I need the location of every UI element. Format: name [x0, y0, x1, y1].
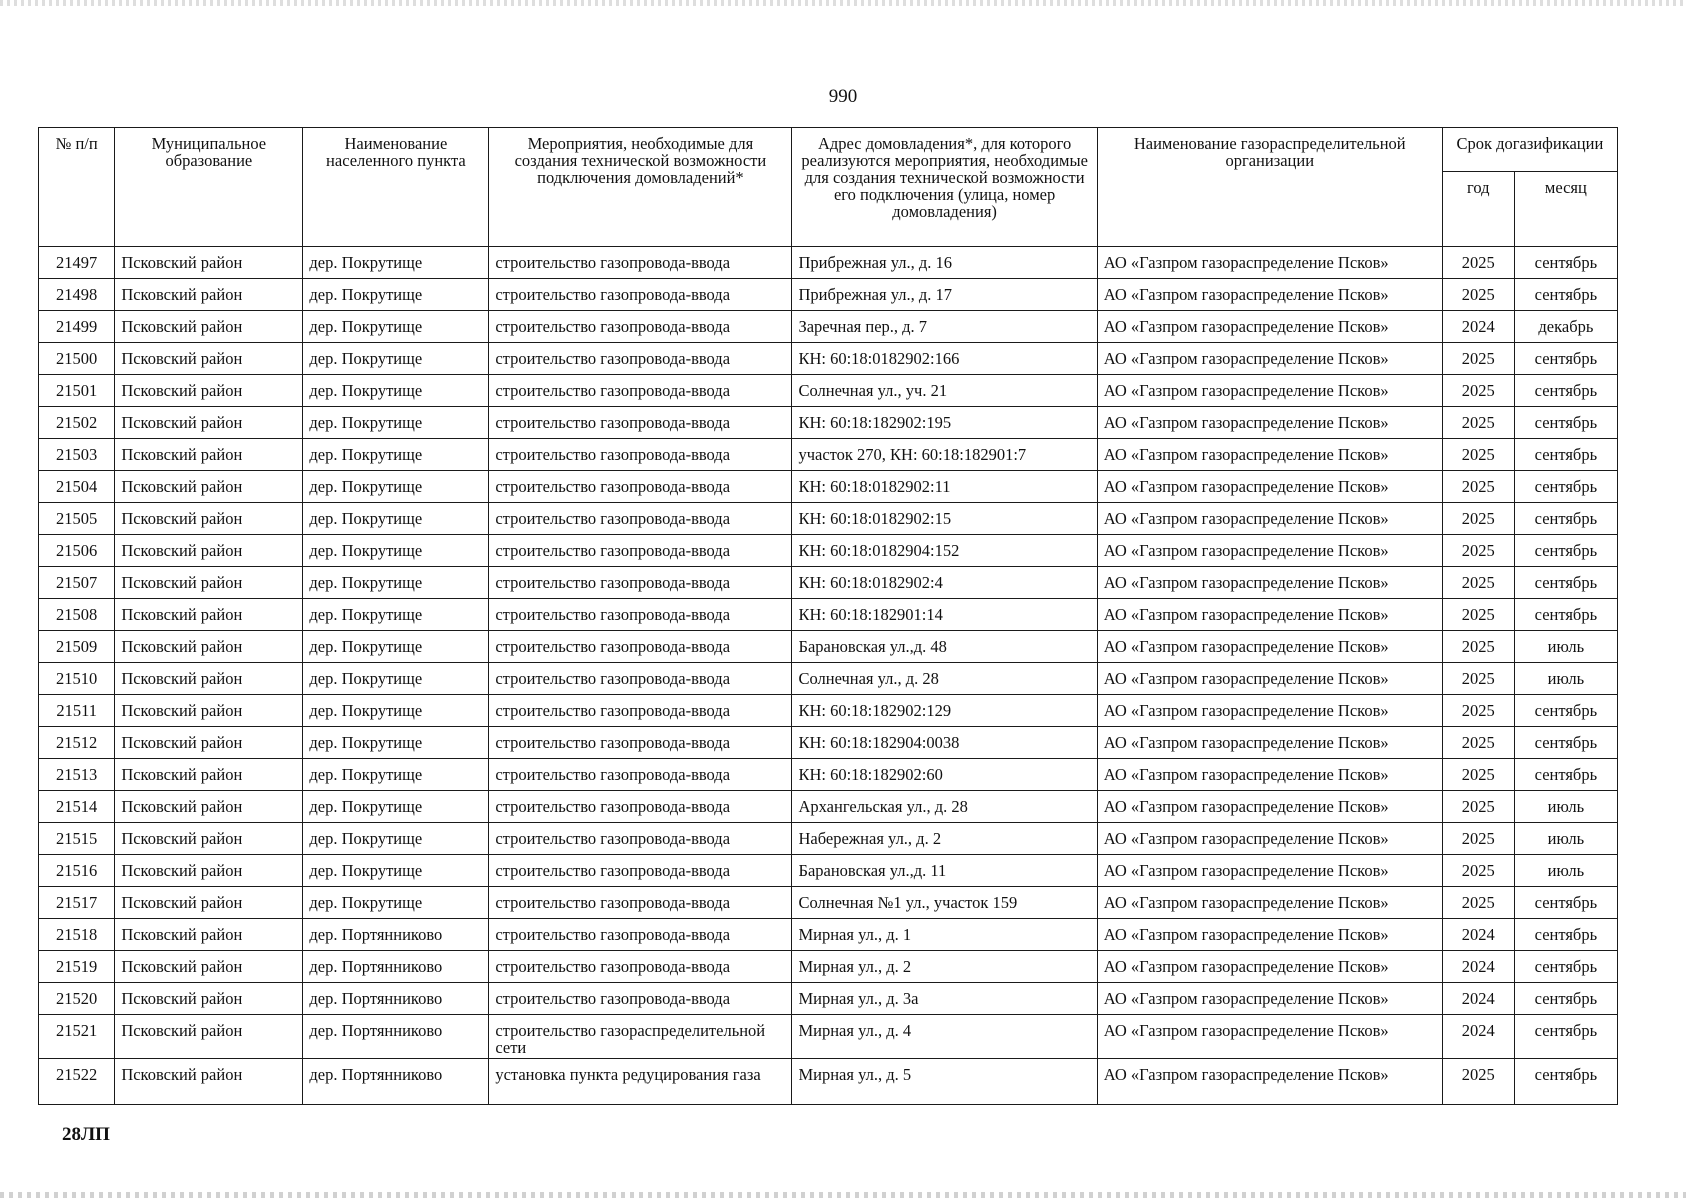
- cell-address: Прибрежная ул., д. 16: [792, 247, 1097, 279]
- cell-organization: АО «Газпром газораспределение Псков»: [1097, 279, 1442, 311]
- cell-address: КН: 60:18:182902:129: [792, 695, 1097, 727]
- cell-month: июль: [1514, 823, 1617, 855]
- cell-measure: строительство газопровода-ввода: [489, 791, 792, 823]
- table-row: [39, 343, 1618, 375]
- cell-settlement: дер. Покрутище: [303, 471, 489, 503]
- cell-month: сентябрь: [1514, 535, 1617, 567]
- cell-year: 2025: [1442, 407, 1514, 439]
- cell-year: 2024: [1442, 1015, 1514, 1059]
- cell-organization: АО «Газпром газораспределение Псков»: [1097, 663, 1442, 695]
- cell-address: Набережная ул., д. 2: [792, 823, 1097, 855]
- cell-municipality: Псковский район: [115, 439, 303, 471]
- table-row: [39, 567, 1618, 599]
- cell-month: сентябрь: [1514, 695, 1617, 727]
- cell-organization: АО «Газпром газораспределение Псков»: [1097, 759, 1442, 791]
- header-measures: Мероприятия, необходимые для создания технической возможности подключения домовладений*: [489, 128, 792, 247]
- cell-num: 21515: [39, 823, 115, 855]
- cell-organization: АО «Газпром газораспределение Псков»: [1097, 727, 1442, 759]
- cell-municipality: Псковский район: [115, 695, 303, 727]
- cell-num: 21510: [39, 663, 115, 695]
- cell-num: 21500: [39, 343, 115, 375]
- cell-organization: АО «Газпром газораспределение Псков»: [1097, 599, 1442, 631]
- cell-measure: строительство газопровода-ввода: [489, 343, 792, 375]
- cell-num: 21506: [39, 535, 115, 567]
- cell-settlement: дер. Покрутище: [303, 247, 489, 279]
- cell-measure: строительство газопровода-ввода: [489, 951, 792, 983]
- cell-municipality: Псковский район: [115, 471, 303, 503]
- cell-organization: АО «Газпром газораспределение Псков»: [1097, 311, 1442, 343]
- cell-settlement: дер. Покрутище: [303, 343, 489, 375]
- cell-settlement: дер. Покрутище: [303, 599, 489, 631]
- table-row: [39, 919, 1618, 951]
- cell-organization: АО «Газпром газораспределение Псков»: [1097, 439, 1442, 471]
- cell-settlement: дер. Покрутище: [303, 855, 489, 887]
- cell-measure: строительство газораспределительной сети: [489, 1015, 792, 1059]
- cell-measure: строительство газопровода-ввода: [489, 663, 792, 695]
- cell-measure: строительство газопровода-ввода: [489, 535, 792, 567]
- cell-organization: АО «Газпром газораспределение Псков»: [1097, 407, 1442, 439]
- cell-organization: АО «Газпром газораспределение Псков»: [1097, 375, 1442, 407]
- cell-settlement: дер. Покрутище: [303, 535, 489, 567]
- table-row: [39, 311, 1618, 343]
- cell-measure: строительство газопровода-ввода: [489, 631, 792, 663]
- cell-address: Прибрежная ул., д. 17: [792, 279, 1097, 311]
- table-body: [39, 247, 1618, 1105]
- cell-settlement: дер. Портянниково: [303, 1059, 489, 1105]
- cell-municipality: Псковский район: [115, 983, 303, 1015]
- table-row: [39, 823, 1618, 855]
- scan-edge-bottom: [0, 1192, 1686, 1198]
- cell-measure: строительство газопровода-ввода: [489, 247, 792, 279]
- cell-year: 2025: [1442, 535, 1514, 567]
- cell-month: сентябрь: [1514, 407, 1617, 439]
- cell-settlement: дер. Покрутище: [303, 727, 489, 759]
- cell-month: июль: [1514, 791, 1617, 823]
- cell-settlement: дер. Портянниково: [303, 1015, 489, 1059]
- cell-measure: строительство газопровода-ввода: [489, 503, 792, 535]
- footer-code: 28ЛП: [62, 1124, 110, 1145]
- table-row: [39, 439, 1618, 471]
- cell-organization: АО «Газпром газораспределение Псков»: [1097, 919, 1442, 951]
- cell-year: 2025: [1442, 343, 1514, 375]
- cell-year: 2025: [1442, 1059, 1514, 1105]
- cell-month: июль: [1514, 855, 1617, 887]
- cell-address: Солнечная ул., д. 28: [792, 663, 1097, 695]
- cell-num: 21505: [39, 503, 115, 535]
- cell-month: сентябрь: [1514, 471, 1617, 503]
- cell-month: сентябрь: [1514, 439, 1617, 471]
- cell-num: 21512: [39, 727, 115, 759]
- cell-year: 2025: [1442, 471, 1514, 503]
- cell-municipality: Псковский район: [115, 599, 303, 631]
- cell-municipality: Псковский район: [115, 311, 303, 343]
- cell-municipality: Псковский район: [115, 1059, 303, 1105]
- cell-organization: АО «Газпром газораспределение Псков»: [1097, 951, 1442, 983]
- cell-address: Архангельская ул., д. 28: [792, 791, 1097, 823]
- cell-organization: АО «Газпром газораспределение Псков»: [1097, 695, 1442, 727]
- cell-num: 21519: [39, 951, 115, 983]
- cell-municipality: Псковский район: [115, 343, 303, 375]
- header-organization: Наименование газораспределительной организации: [1097, 128, 1442, 247]
- table-row: [39, 247, 1618, 279]
- cell-measure: строительство газопровода-ввода: [489, 855, 792, 887]
- cell-num: 21511: [39, 695, 115, 727]
- cell-address: КН: 60:18:182902:60: [792, 759, 1097, 791]
- cell-address: Барановская ул.,д. 48: [792, 631, 1097, 663]
- cell-municipality: Псковский район: [115, 663, 303, 695]
- page-number: 990: [828, 86, 858, 107]
- cell-address: Мирная ул., д. 3а: [792, 983, 1097, 1015]
- cell-municipality: Псковский район: [115, 727, 303, 759]
- cell-num: 21501: [39, 375, 115, 407]
- cell-settlement: дер. Покрутище: [303, 759, 489, 791]
- cell-municipality: Псковский район: [115, 279, 303, 311]
- cell-settlement: дер. Покрутище: [303, 663, 489, 695]
- header-num: № п/п: [39, 128, 115, 247]
- cell-organization: АО «Газпром газораспределение Псков»: [1097, 343, 1442, 375]
- cell-municipality: Псковский район: [115, 375, 303, 407]
- cell-municipality: Псковский район: [115, 759, 303, 791]
- cell-address: КН: 60:18:0182904:152: [792, 535, 1097, 567]
- cell-address: КН: 60:18:182904:0038: [792, 727, 1097, 759]
- cell-year: 2025: [1442, 759, 1514, 791]
- cell-address: Мирная ул., д. 1: [792, 919, 1097, 951]
- cell-month: сентябрь: [1514, 503, 1617, 535]
- cell-measure: строительство газопровода-ввода: [489, 599, 792, 631]
- cell-measure: строительство газопровода-ввода: [489, 919, 792, 951]
- cell-month: сентябрь: [1514, 919, 1617, 951]
- cell-num: 21498: [39, 279, 115, 311]
- cell-month: сентябрь: [1514, 887, 1617, 919]
- cell-year: 2025: [1442, 695, 1514, 727]
- cell-measure: строительство газопровода-ввода: [489, 823, 792, 855]
- cell-month: сентябрь: [1514, 599, 1617, 631]
- table-row: [39, 599, 1618, 631]
- table-row: [39, 983, 1618, 1015]
- cell-municipality: Псковский район: [115, 407, 303, 439]
- cell-address: Мирная ул., д. 2: [792, 951, 1097, 983]
- cell-measure: строительство газопровода-ввода: [489, 439, 792, 471]
- cell-year: 2025: [1442, 631, 1514, 663]
- cell-month: июль: [1514, 663, 1617, 695]
- table-row: [39, 791, 1618, 823]
- cell-year: 2025: [1442, 823, 1514, 855]
- cell-year: 2024: [1442, 951, 1514, 983]
- cell-num: 21502: [39, 407, 115, 439]
- cell-settlement: дер. Покрутище: [303, 791, 489, 823]
- cell-organization: АО «Газпром газораспределение Псков»: [1097, 983, 1442, 1015]
- cell-address: Мирная ул., д. 5: [792, 1059, 1097, 1105]
- gasification-table: [38, 127, 1618, 1105]
- cell-num: 21508: [39, 599, 115, 631]
- cell-year: 2025: [1442, 503, 1514, 535]
- table-row: [39, 951, 1618, 983]
- cell-settlement: дер. Покрутище: [303, 823, 489, 855]
- cell-month: сентябрь: [1514, 1015, 1617, 1059]
- cell-organization: АО «Газпром газораспределение Псков»: [1097, 567, 1442, 599]
- cell-address: КН: 60:18:0182902:4: [792, 567, 1097, 599]
- cell-measure: строительство газопровода-ввода: [489, 983, 792, 1015]
- cell-measure: строительство газопровода-ввода: [489, 567, 792, 599]
- cell-month: сентябрь: [1514, 1059, 1617, 1105]
- cell-year: 2024: [1442, 983, 1514, 1015]
- cell-address: Солнечная ул., уч. 21: [792, 375, 1097, 407]
- cell-year: 2024: [1442, 919, 1514, 951]
- cell-measure: строительство газопровода-ввода: [489, 407, 792, 439]
- cell-settlement: дер. Покрутище: [303, 375, 489, 407]
- cell-settlement: дер. Покрутище: [303, 695, 489, 727]
- cell-month: сентябрь: [1514, 279, 1617, 311]
- cell-organization: АО «Газпром газораспределение Псков»: [1097, 791, 1442, 823]
- cell-num: 21522: [39, 1059, 115, 1105]
- cell-municipality: Псковский район: [115, 823, 303, 855]
- cell-municipality: Псковский район: [115, 631, 303, 663]
- table-header-row: [39, 128, 1618, 172]
- cell-settlement: дер. Портянниково: [303, 951, 489, 983]
- cell-organization: АО «Газпром газораспределение Псков»: [1097, 1015, 1442, 1059]
- cell-organization: АО «Газпром газораспределение Псков»: [1097, 823, 1442, 855]
- cell-address: участок 270, КН: 60:18:182901:7: [792, 439, 1097, 471]
- cell-month: сентябрь: [1514, 375, 1617, 407]
- cell-municipality: Псковский район: [115, 887, 303, 919]
- cell-organization: АО «Газпром газораспределение Псков»: [1097, 535, 1442, 567]
- cell-settlement: дер. Покрутище: [303, 887, 489, 919]
- table-row: [39, 279, 1618, 311]
- cell-year: 2025: [1442, 439, 1514, 471]
- header-year: год: [1442, 172, 1514, 247]
- cell-municipality: Псковский район: [115, 791, 303, 823]
- cell-month: сентябрь: [1514, 343, 1617, 375]
- table-row: [39, 663, 1618, 695]
- cell-settlement: дер. Покрутище: [303, 407, 489, 439]
- table-row: [39, 535, 1618, 567]
- cell-month: сентябрь: [1514, 727, 1617, 759]
- cell-num: 21521: [39, 1015, 115, 1059]
- table-row: [39, 375, 1618, 407]
- cell-num: 21507: [39, 567, 115, 599]
- cell-address: Заречная пер., д. 7: [792, 311, 1097, 343]
- scan-edge-top: [0, 0, 1686, 6]
- cell-year: 2025: [1442, 599, 1514, 631]
- cell-settlement: дер. Портянниково: [303, 919, 489, 951]
- cell-num: 21517: [39, 887, 115, 919]
- header-term: Срок догазификации: [1442, 128, 1617, 172]
- header-municipality: Муниципальное образование: [115, 128, 303, 247]
- cell-municipality: Псковский район: [115, 919, 303, 951]
- cell-settlement: дер. Покрутище: [303, 439, 489, 471]
- table-row: [39, 695, 1618, 727]
- cell-organization: АО «Газпром газораспределение Псков»: [1097, 471, 1442, 503]
- cell-measure: установка пункта редуцирования газа: [489, 1059, 792, 1105]
- cell-year: 2024: [1442, 311, 1514, 343]
- cell-month: сентябрь: [1514, 759, 1617, 791]
- cell-address: КН: 60:18:182901:14: [792, 599, 1097, 631]
- cell-month: декабрь: [1514, 311, 1617, 343]
- cell-year: 2025: [1442, 663, 1514, 695]
- cell-measure: строительство газопровода-ввода: [489, 311, 792, 343]
- header-settlement: Наименование населенного пункта: [303, 128, 489, 247]
- cell-municipality: Псковский район: [115, 247, 303, 279]
- cell-organization: АО «Газпром газораспределение Псков»: [1097, 855, 1442, 887]
- cell-organization: АО «Газпром газораспределение Псков»: [1097, 503, 1442, 535]
- header-month: месяц: [1514, 172, 1617, 247]
- header-address: Адрес домовладения*, для которого реализуются мероприятия, необходимые для создания технической возможности его подключения (улица, номер домовладения): [792, 128, 1097, 247]
- cell-measure: строительство газопровода-ввода: [489, 279, 792, 311]
- cell-measure: строительство газопровода-ввода: [489, 887, 792, 919]
- cell-num: 21518: [39, 919, 115, 951]
- table-row: [39, 407, 1618, 439]
- table-row: [39, 1015, 1618, 1059]
- cell-address: КН: 60:18:182902:195: [792, 407, 1097, 439]
- cell-year: 2025: [1442, 791, 1514, 823]
- table-row: [39, 1059, 1618, 1105]
- cell-month: сентябрь: [1514, 567, 1617, 599]
- table-row: [39, 855, 1618, 887]
- table-row: [39, 631, 1618, 663]
- cell-year: 2025: [1442, 279, 1514, 311]
- cell-organization: АО «Газпром газораспределение Псков»: [1097, 631, 1442, 663]
- cell-municipality: Псковский район: [115, 503, 303, 535]
- cell-organization: АО «Газпром газораспределение Псков»: [1097, 887, 1442, 919]
- cell-num: 21504: [39, 471, 115, 503]
- cell-settlement: дер. Покрутище: [303, 279, 489, 311]
- cell-municipality: Псковский район: [115, 567, 303, 599]
- cell-num: 21513: [39, 759, 115, 791]
- cell-settlement: дер. Покрутище: [303, 311, 489, 343]
- cell-month: сентябрь: [1514, 951, 1617, 983]
- cell-year: 2025: [1442, 727, 1514, 759]
- cell-month: сентябрь: [1514, 983, 1617, 1015]
- cell-num: 21514: [39, 791, 115, 823]
- cell-address: Барановская ул.,д. 11: [792, 855, 1097, 887]
- cell-year: 2025: [1442, 375, 1514, 407]
- table-row: [39, 759, 1618, 791]
- cell-month: июль: [1514, 631, 1617, 663]
- cell-year: 2025: [1442, 247, 1514, 279]
- cell-settlement: дер. Портянниково: [303, 983, 489, 1015]
- cell-municipality: Псковский район: [115, 535, 303, 567]
- cell-municipality: Псковский район: [115, 951, 303, 983]
- table-row: [39, 471, 1618, 503]
- cell-address: КН: 60:18:0182902:166: [792, 343, 1097, 375]
- cell-num: 21497: [39, 247, 115, 279]
- cell-num: 21499: [39, 311, 115, 343]
- cell-municipality: Псковский район: [115, 1015, 303, 1059]
- cell-settlement: дер. Покрутище: [303, 567, 489, 599]
- table-row: [39, 727, 1618, 759]
- cell-address: КН: 60:18:0182902:11: [792, 471, 1097, 503]
- cell-settlement: дер. Покрутище: [303, 503, 489, 535]
- cell-address: Солнечная №1 ул., участок 159: [792, 887, 1097, 919]
- cell-year: 2025: [1442, 567, 1514, 599]
- cell-year: 2025: [1442, 855, 1514, 887]
- cell-municipality: Псковский район: [115, 855, 303, 887]
- cell-measure: строительство газопровода-ввода: [489, 727, 792, 759]
- cell-num: 21520: [39, 983, 115, 1015]
- cell-measure: строительство газопровода-ввода: [489, 759, 792, 791]
- cell-year: 2025: [1442, 887, 1514, 919]
- cell-measure: строительство газопровода-ввода: [489, 695, 792, 727]
- table-row: [39, 887, 1618, 919]
- cell-measure: строительство газопровода-ввода: [489, 471, 792, 503]
- cell-month: сентябрь: [1514, 247, 1617, 279]
- cell-measure: строительство газопровода-ввода: [489, 375, 792, 407]
- cell-address: Мирная ул., д. 4: [792, 1015, 1097, 1059]
- cell-num: 21509: [39, 631, 115, 663]
- cell-organization: АО «Газпром газораспределение Псков»: [1097, 1059, 1442, 1105]
- cell-settlement: дер. Покрутище: [303, 631, 489, 663]
- cell-organization: АО «Газпром газораспределение Псков»: [1097, 247, 1442, 279]
- table-row: [39, 503, 1618, 535]
- cell-num: 21503: [39, 439, 115, 471]
- cell-address: КН: 60:18:0182902:15: [792, 503, 1097, 535]
- cell-num: 21516: [39, 855, 115, 887]
